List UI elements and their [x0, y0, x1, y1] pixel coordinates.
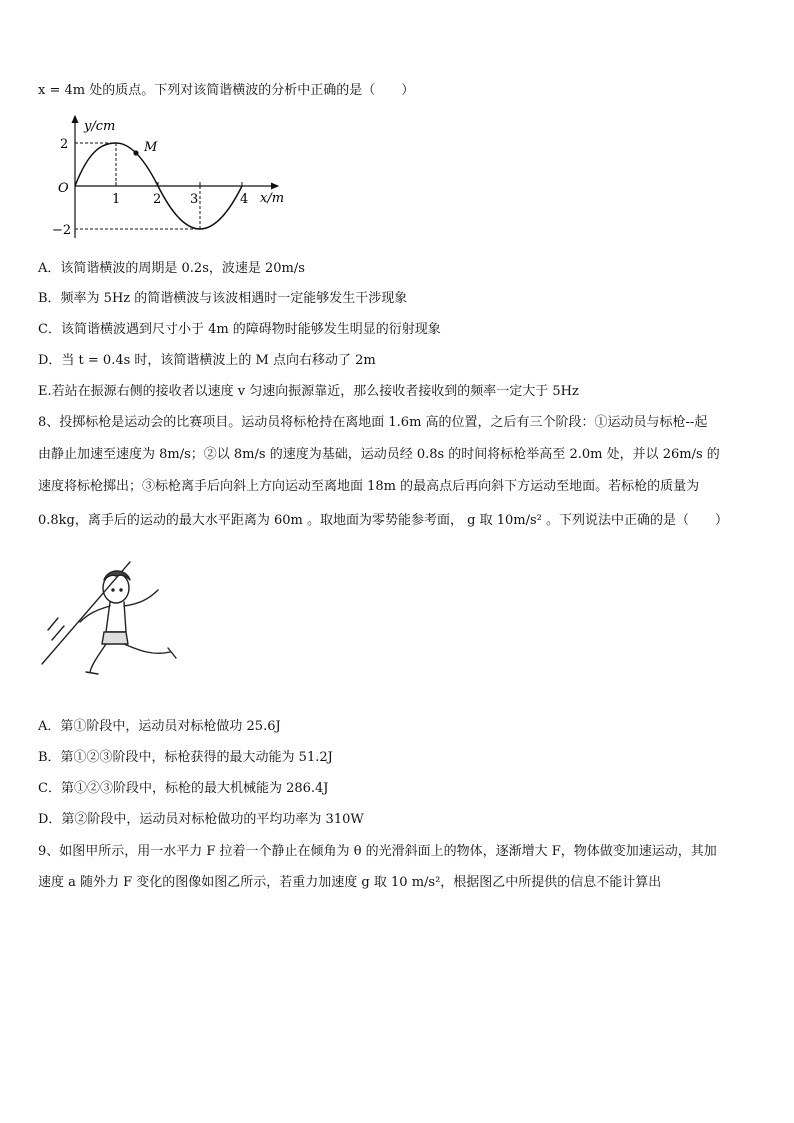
- q7-option-d: D．当 t = 0.4s 时，该简谐横波上的 M 点向右移动了 2m: [38, 353, 376, 368]
- q8-option-b: B．第①②③阶段中，标枪获得的最大动能为 51.2J: [38, 750, 333, 765]
- q8-stem-line-4: 0.8kg，离手后的运动的最大水平距离为 60m 。取地面为零势能参考面， g 取 10m/s² 。下列说法中正确的是（ ）: [38, 513, 728, 528]
- point-m: [133, 150, 138, 155]
- wave-graph: [40, 110, 300, 245]
- y-tick-neg2: −2: [52, 223, 72, 238]
- q8-option-c: C．第①②③阶段中，标枪的最大机械能为 286.4J: [38, 781, 329, 796]
- point-m-label: M: [144, 140, 158, 155]
- q7-option-c: C．该简谐横波遇到尺寸小于 4m 的障碍物时能够发生明显的衍射现象: [38, 322, 441, 337]
- y-axis-label: y/cm: [84, 119, 116, 134]
- q9-stem-line-2: 速度 a 随外力 F 变化的图像如图乙所示，若重力加速度 g 取 10 m/s²，根据图乙中所提供的信息不能计算出: [38, 875, 662, 890]
- y-tick-2: 2: [60, 137, 69, 152]
- q8-stem-line-1: 8、投掷标枪是运动会的比赛项目。运动员将标枪持在离地面 1.6m 高的位置，之后有三个阶段：①运动员与标枪--起: [38, 415, 708, 430]
- q7-stem: x = 4m 处的质点。下列对该简谐横波的分析中正确的是（ ）: [38, 83, 415, 98]
- q8-stem-line-3: 速度将标枪掷出；③标枪离手后向斜上方向运动至离地面 18m 的最高点后再向斜下方运动至地面。若标枪的质量为: [38, 479, 700, 494]
- x-tick-3: 3: [190, 192, 199, 207]
- q9-stem-line-1: 9、如图甲所示，用一水平力 F 拉着一个静止在倾角为 θ 的光滑斜面上的物体，逐渐增大 F，物体做变加速运动，其加: [38, 844, 717, 859]
- x-axis-label: x/m: [260, 191, 285, 206]
- q7-option-a: A．该简谐横波的周期是 0.2s，波速是 20m/s: [38, 261, 305, 276]
- q8-stem-line-2: 由静止加速至速度为 8m/s；②以 8m/s 的速度为基础，运动员经 0.8s 的时间将标枪举高至 2.0m 处，并以 26m/s 的: [38, 447, 720, 462]
- origin-label: O: [58, 181, 69, 196]
- q8-option-d: D．第②阶段中，运动员对标枪做功的平均功率为 310W: [38, 812, 364, 827]
- x-tick-4: 4: [240, 192, 249, 207]
- q7-option-b: B．频率为 5Hz 的简谐横波与该波相遇时一定能够发生干涉现象: [38, 291, 408, 306]
- q7-option-e: E.若站在振源右侧的接收者以速度 v 匀速向振源靠近，那么接收者接收到的频率一定大于 5Hz: [38, 384, 579, 399]
- x-tick-2: 2: [153, 192, 162, 207]
- javelin-thrower-illustration: [38, 560, 188, 680]
- q8-option-a: A．第①阶段中，运动员对标枪做功 25.6J: [38, 719, 281, 734]
- x-tick-1: 1: [112, 192, 121, 207]
